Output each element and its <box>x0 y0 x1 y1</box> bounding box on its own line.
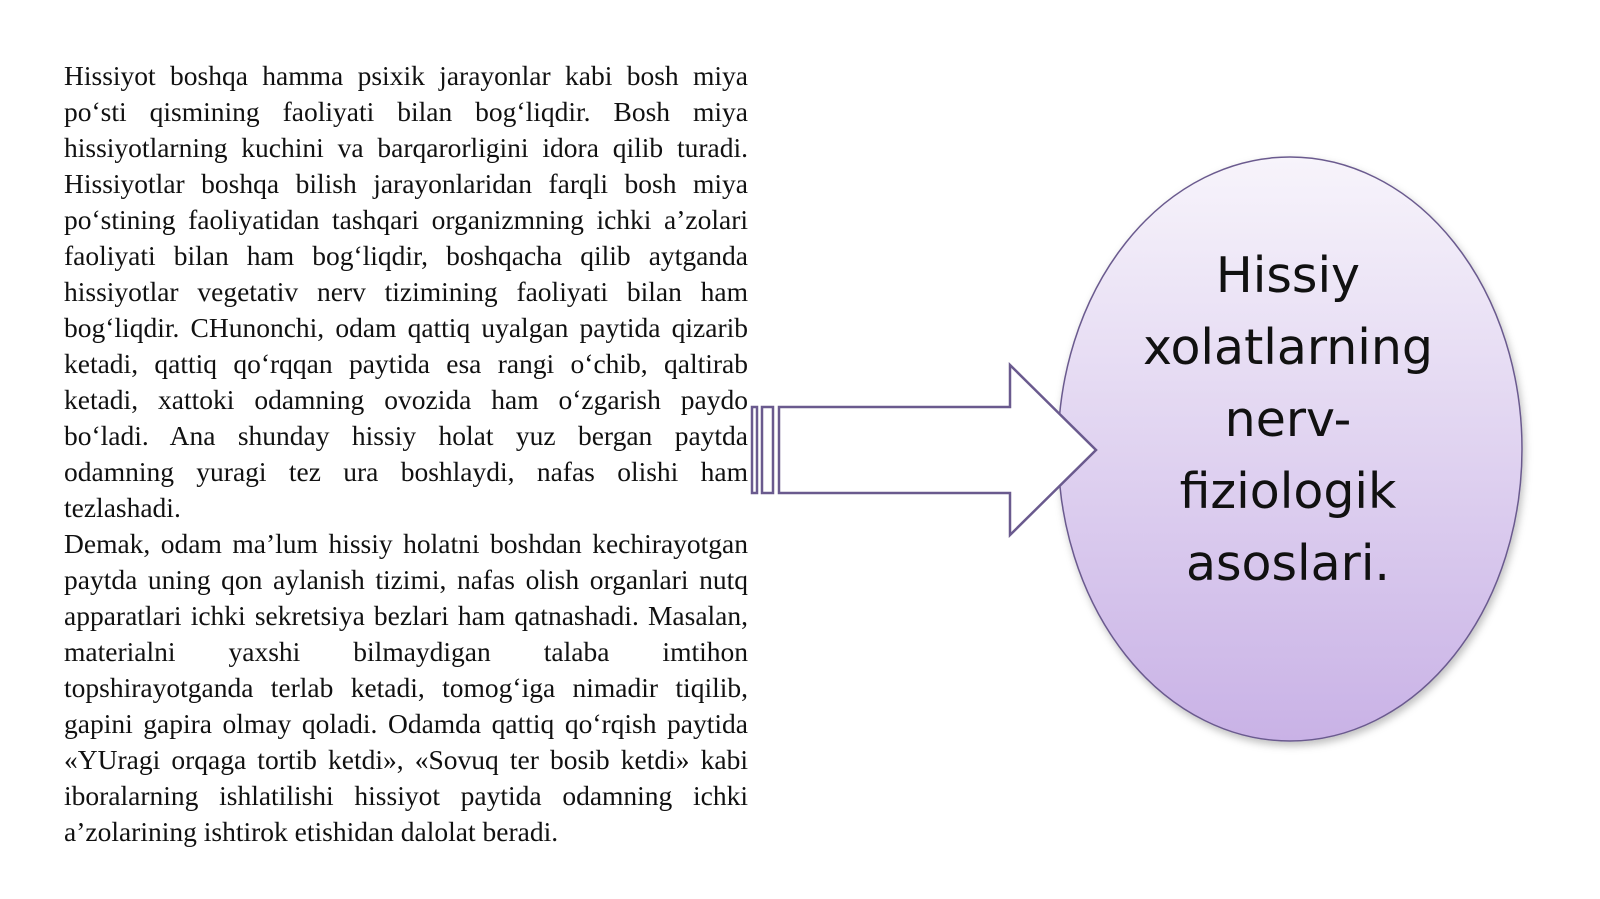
arrow-body <box>779 365 1096 535</box>
circle-title: Hissiy xolatlarning nerv-fiziologik asoslari. <box>1142 247 1434 592</box>
block-arrow-right-icon <box>752 365 1096 535</box>
paragraph-2: Demak, odam ma’lum hissiy holatni boshdan kechirayotgan paytda uning qon aylanish tizimi, nafas olish organlari nutq apparatlari ichki sekretsiya bezlari ham qatnashadi. Masalan, materialni yaxshi bilmaydigan talaba imtihon topshirayotganda terlab ketadi, tomog‘iga nimadir tiqilib, gapini gapira olmay qoladi. Odamda qattiq qo‘rqish paytida «YUragi orqaga tortib ketdi», «Sovuq ter bosib ketdi» kabi iboralarning ishlatilishi hissiyot paytida odamning ichki a’zolarining ishtirok etishidan dalolat beradi. <box>64 528 748 847</box>
arrow-stripe-2 <box>762 407 773 493</box>
paragraph-1: Hissiyot boshqa hamma psixik jarayonlar kabi bosh miya po‘sti qismining faoliyati bilan bog‘liqdir. Bosh miya hissiyotlarning kuchini va barqarorligini idora qilib turadi. Hissiyotlar boshqa bilish jarayonlaridan farqli bosh miya po‘stining faoliyatidan tashqari organizmning ichki a’zolari faoliyati bilan ham bog‘liqdir, boshqacha qilib aytganda hissiyotlar vegetativ nerv tizimining faoliyati bilan ham bog‘liqdir. CHunonchi, odam qattiq uyalgan paytida qizarib ketadi, qattiq qo‘rqqan paytida esa rangi o‘chib, qaltirab ketadi, xattoki odamning ovozida ham o‘zgarish paydo bo‘ladi. Ana shunday hissiy holat yuz bergan paytda odamning yuragi tez ura boshlaydi, nafas olishi ham tezlashadi. <box>64 60 748 523</box>
arrow-stripe-1 <box>752 407 757 493</box>
